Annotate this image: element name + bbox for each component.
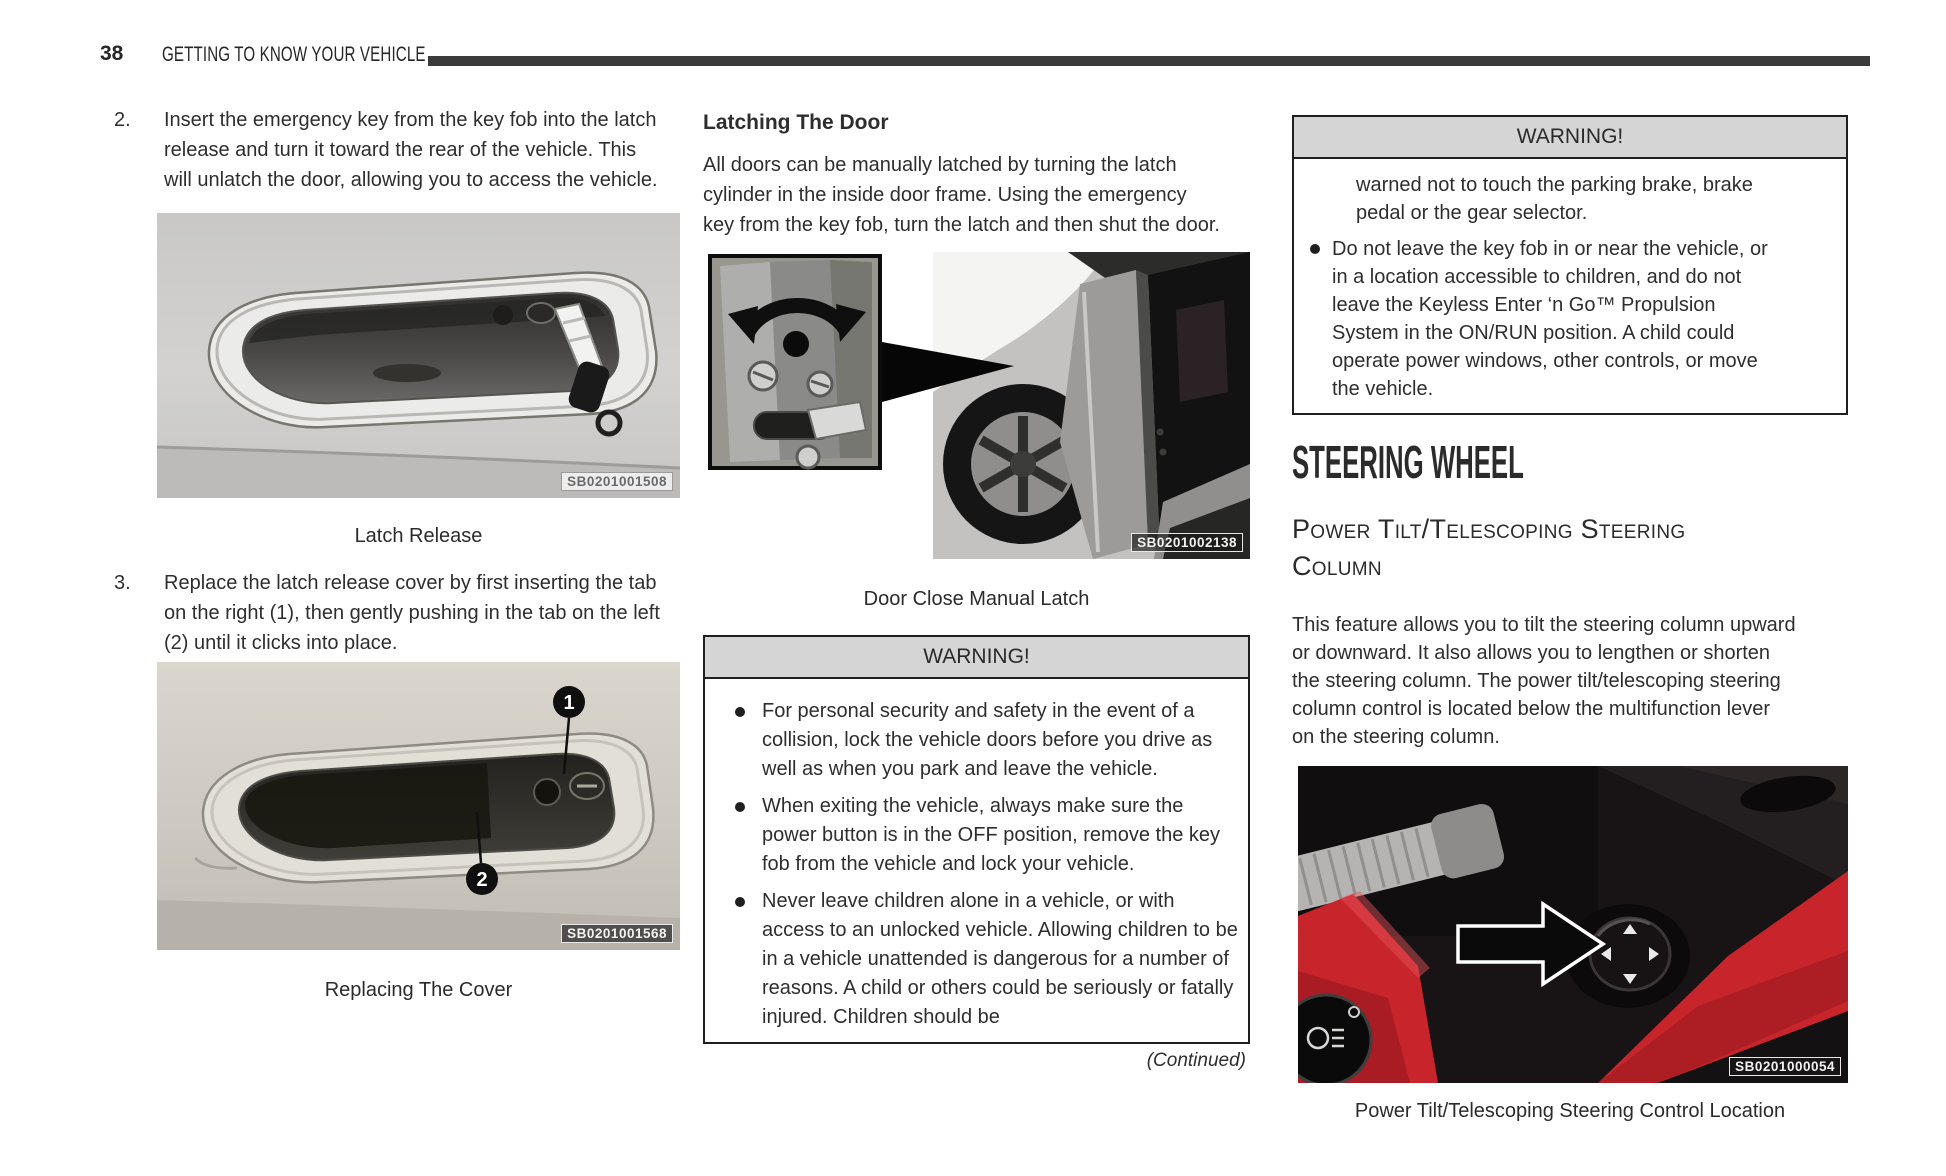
replacing-cover-photo (157, 662, 680, 950)
door-close-photo (708, 252, 1250, 559)
latch-release-photo (157, 213, 680, 498)
subheading-line-2: Column (1292, 551, 1382, 581)
warning-bullet: For personal security and safety in the event of a collision, lock the vehicle doors before you drive as well as when you park and leave the vehicle. (705, 697, 1240, 784)
svg-text:1: 1 (563, 692, 575, 714)
middle-column (703, 105, 1250, 1072)
warning-title: WARNING! (1294, 117, 1846, 159)
figure-steering-control (1298, 766, 1848, 1083)
power-tilt-subheading (1292, 511, 1848, 585)
steering-wheel-heading: STEERING WHEEL (1292, 436, 1524, 488)
steering-control-photo (1298, 766, 1848, 1083)
latching-the-door-heading: Latching The Door (703, 111, 889, 134)
warning-title: WARNING! (705, 637, 1248, 679)
step-text: Insert the emergency key from the key fob into the latch release and turn it toward the rear of the vehicle. This will unlatch the door, allowing you to access the vehicle. (164, 109, 658, 191)
figure-replacing-cover (157, 662, 680, 950)
warning-box (1292, 115, 1848, 415)
latch-detail-inset (710, 256, 880, 468)
figure-latch-release (157, 213, 680, 498)
latching-paragraph: All doors can be manually latched by turning the latch cylinder in the inside door frame. Using the emergency key from the key fob, turn the latch and then shut the door. (703, 154, 1220, 236)
page-header (100, 40, 1872, 74)
tilt-telescoping-control-knob (1590, 918, 1670, 990)
figure-caption: Latch Release (354, 525, 483, 547)
open-door-photo-area (933, 252, 1250, 559)
warning-box (703, 635, 1250, 1044)
header-rule (428, 56, 1870, 66)
warning-continuation-text: warned not to touch the parking brake, brake pedal or the gear selector. (1356, 174, 1753, 224)
page-title: GETTING TO KNOW YOUR VEHICLE (162, 43, 426, 66)
warning-bullet: Do not leave the key fob in or near the vehicle, or in a location accessible to children, and do not leave the Keyless Enter ‘n Go™ Propulsion System in the ON/RUN position. A child could operate power windows, other controls, or move the vehicle. (1294, 235, 1777, 403)
steering-paragraph: This feature allows you to tilt the steering column upward or downward. It also allows you to lengthen or shorten the steering column. The power tilt/telescoping steering column control is located below the multifunction lever on the steering column. (1292, 614, 1796, 748)
svg-text:2: 2 (476, 869, 488, 891)
warning-body (705, 679, 1248, 1042)
figure-caption: Door Close Manual Latch (863, 588, 1090, 610)
step-number: 3. (114, 572, 131, 594)
figure-code: SB0201002138 (1131, 533, 1243, 552)
warning-body (1294, 159, 1846, 413)
continued-note: (Continued) (1146, 1050, 1246, 1071)
figure-code: SB0201001568 (561, 924, 673, 943)
figure-code: SB0201001508 (561, 472, 673, 491)
figure-code: SB0201000054 (1729, 1057, 1841, 1076)
figure-door-close (708, 252, 1250, 559)
right-column (1292, 105, 1848, 1123)
figure-caption: Power Tilt/Telescoping Steering Control Location (1354, 1100, 1786, 1122)
step-text: Replace the latch release cover by first inserting the tab on the right (1), then gently pushing in the tab on the left (2) until it clicks into place. (164, 572, 660, 654)
step-item-2 (110, 105, 682, 195)
warning-bullet: When exiting the vehicle, always make sure the power button is in the OFF position, remove the key fob from the vehicle and lock your vehicle. (705, 792, 1240, 879)
figure-caption: Replacing The Cover (324, 979, 513, 1001)
page-number: 38 (100, 42, 124, 65)
warning-bullet: Never leave children alone in a vehicle, or with access to an unlocked vehicle. Allowing children to be in a vehicle unattended is dangerous for a number of reasons. A child or others could be seriously or fatally injured. Children should be (705, 887, 1240, 1032)
left-column (110, 105, 682, 1002)
subheading-line-1: Power Tilt/Telescoping Steering (1292, 514, 1686, 544)
step-number: 2. (114, 109, 131, 131)
step-item-3 (110, 568, 682, 658)
